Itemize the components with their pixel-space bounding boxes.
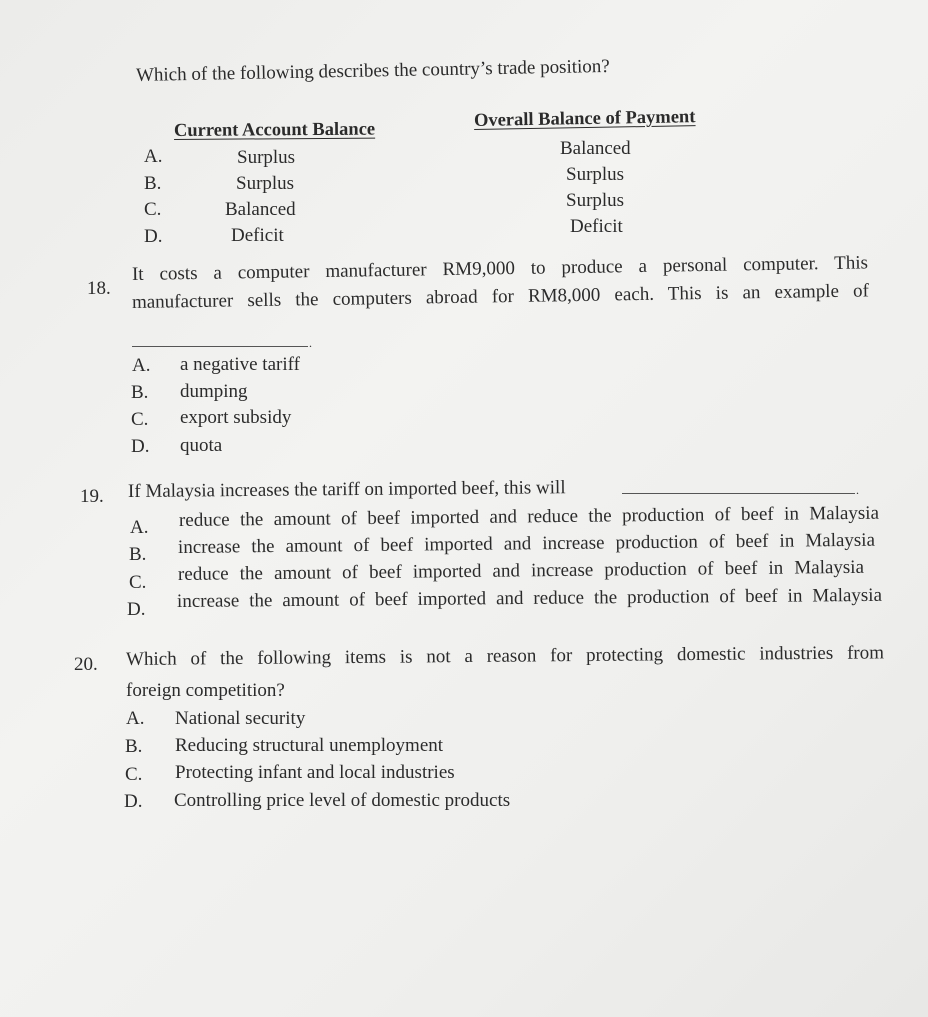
- q18-option-c-letter: C.: [131, 409, 149, 430]
- q19-option-c-text: reduce the amount of beef imported and increase production of beef in Malaysia: [177, 556, 865, 585]
- q20-option-c-letter: C.: [125, 764, 143, 785]
- q19-option-a-letter: A.: [130, 517, 149, 538]
- q18-blank-period: .: [309, 336, 312, 350]
- q17-header-current-account: Current Account Balance: [173, 119, 376, 141]
- q19-answer-blank: [622, 493, 855, 494]
- q19-blank-period: .: [856, 483, 859, 497]
- q17-option-a-letter: A.: [144, 146, 163, 167]
- q19-option-b-text: increase the amount of beef imported and increase production of beef in Malaysia: [177, 529, 876, 558]
- q17-option-c-current: Balanced: [225, 199, 296, 220]
- q18-answer-blank: [132, 346, 308, 347]
- q19-option-c-letter: C.: [129, 572, 147, 593]
- q19-option-d-text: increase the amount of beef imported and reduce the production of beef in Malaysia: [176, 584, 883, 612]
- q17-option-d-overall: Deficit: [570, 216, 623, 237]
- q18-option-b-letter: B.: [131, 382, 149, 403]
- q19-option-b-letter: B.: [129, 544, 147, 565]
- q18-option-c-text: export subsidy: [180, 407, 292, 428]
- q17-option-c-letter: C.: [144, 199, 162, 220]
- q19-option-a-text: reduce the amount of beef imported and reduce the production of beef in Malaysia: [178, 502, 880, 531]
- q17-option-d-current: Deficit: [231, 225, 284, 246]
- q18-option-b-text: dumping: [180, 381, 248, 402]
- q18-option-a-letter: A.: [132, 355, 151, 376]
- q20-option-b-text: Reducing structural unemployment: [175, 735, 444, 756]
- q17-option-a-current: Surplus: [237, 147, 296, 168]
- q17-header-overall-bop: Overall Balance of Payment: [473, 107, 696, 131]
- q20-option-c-text: Protecting infant and local industries: [175, 762, 455, 783]
- q18-option-a-text: a negative tariff: [180, 354, 300, 375]
- q17-option-b-current: Surplus: [236, 173, 295, 194]
- q20-option-b-letter: B.: [125, 736, 143, 757]
- q20-stem-line1: Which of the following items is not a reason for protecting domestic industries from: [125, 642, 885, 670]
- q17-option-a-overall: Balanced: [560, 138, 631, 159]
- q17-option-c-overall: Surplus: [566, 190, 625, 211]
- q20-number: 20.: [74, 654, 98, 675]
- q20-option-d-text: Controlling price level of domestic products: [174, 790, 511, 811]
- q17-option-d-letter: D.: [144, 226, 163, 247]
- q17-option-b-letter: B.: [144, 173, 162, 194]
- q17-stem: Which of the following describes the country’s trade position?: [135, 55, 610, 86]
- q20-stem-line2: foreign competition?: [126, 680, 285, 701]
- q19-stem: If Malaysia increases the tariff on imported beef, this will: [127, 477, 566, 502]
- q20-option-a-letter: A.: [126, 708, 145, 729]
- q18-stem-line1: It costs a computer manufacturer RM9,000 to produce a personal computer. This: [131, 252, 869, 285]
- q19-option-d-letter: D.: [127, 599, 146, 620]
- q20-option-a-text: National security: [175, 708, 306, 729]
- q18-stem-line2: manufacturer sells the computers abroad for RM8,000 each. This is an example of: [131, 280, 870, 313]
- q19-number: 19.: [80, 486, 104, 507]
- q18-number: 18.: [87, 278, 111, 299]
- q18-option-d-letter: D.: [131, 436, 150, 457]
- q18-option-d-text: quota: [180, 435, 223, 456]
- q20-option-d-letter: D.: [124, 791, 143, 812]
- q17-option-b-overall: Surplus: [566, 164, 625, 185]
